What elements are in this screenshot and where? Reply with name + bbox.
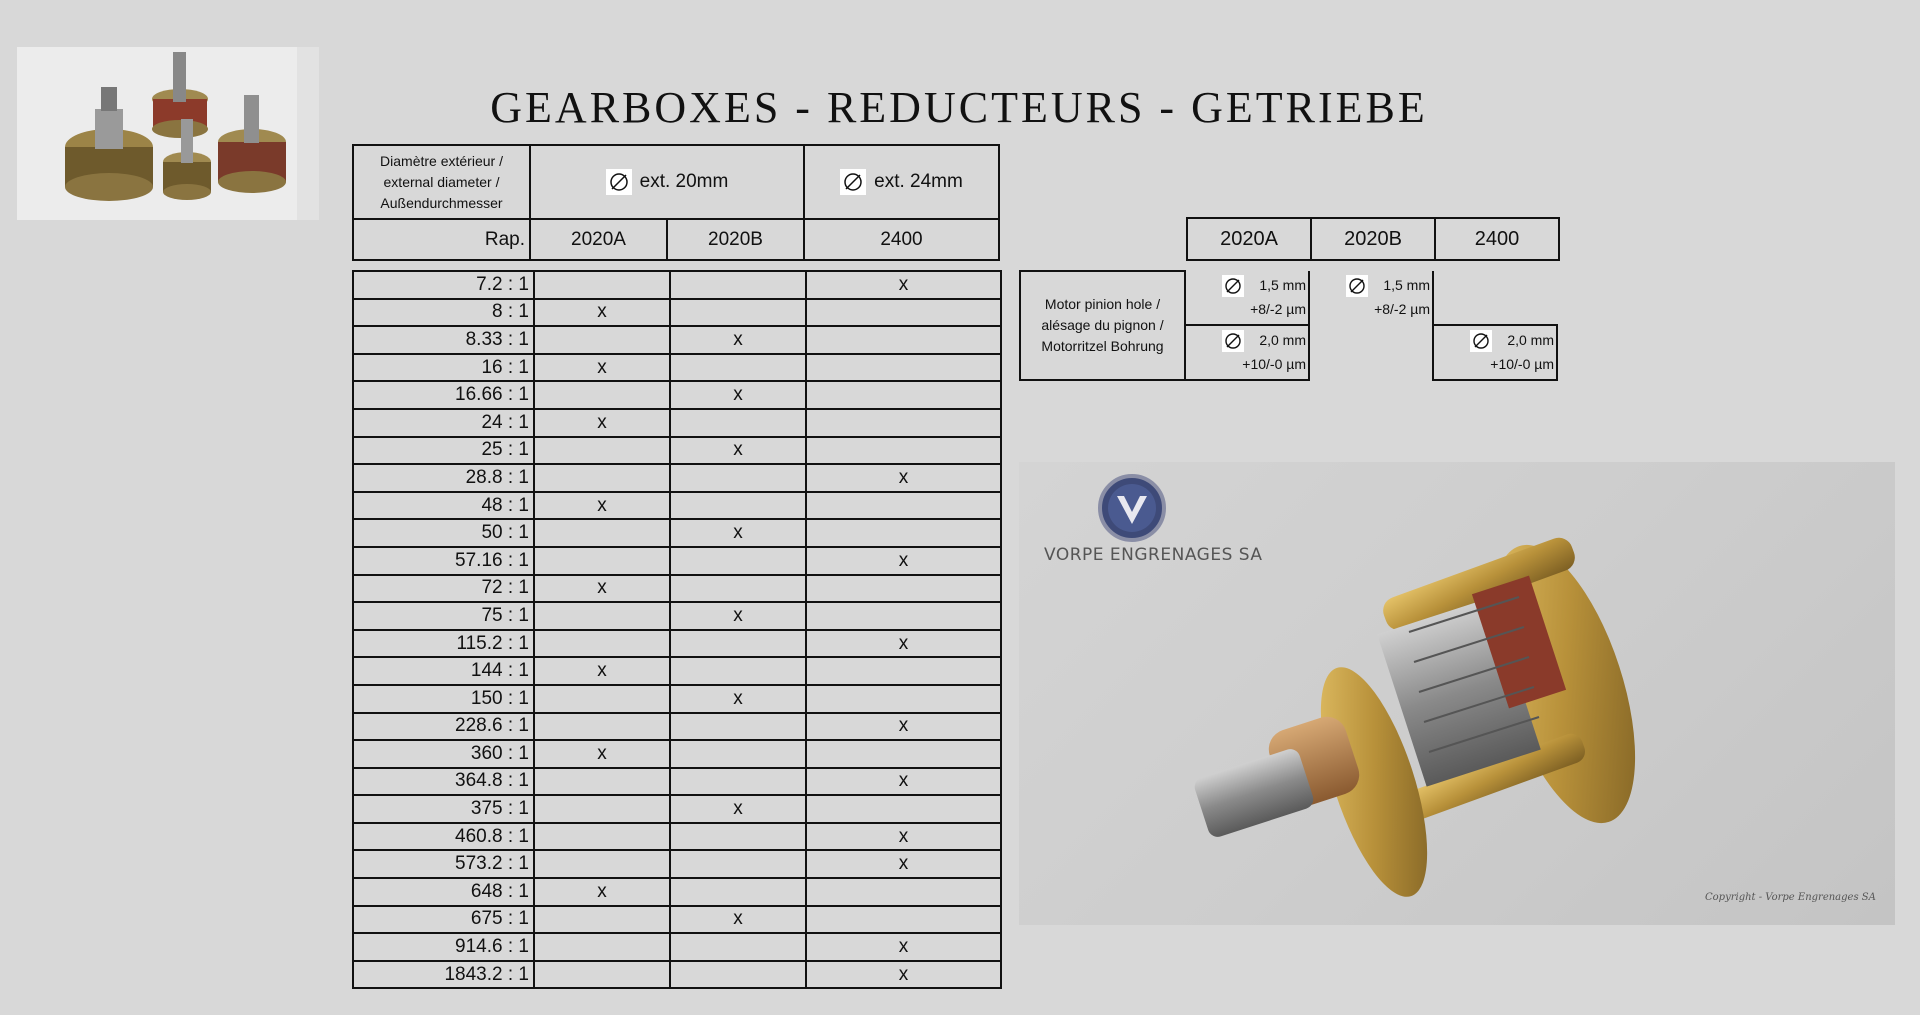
ratio-cell: 360 : 1 [353, 740, 534, 768]
ratio-cell: 375 : 1 [353, 795, 534, 823]
table-row [353, 850, 1001, 878]
table-row [353, 464, 1001, 492]
ratio-cell: 460.8 : 1 [353, 823, 534, 851]
diameter-icon [840, 169, 866, 195]
ratio-cell: 675 : 1 [353, 906, 534, 934]
cell-2020b [670, 630, 806, 658]
cell-2020b [670, 657, 806, 685]
ratio-cell: 50 : 1 [353, 519, 534, 547]
table-row [353, 575, 1001, 603]
cell-2020b: x [670, 795, 806, 823]
cell-2020a: x [534, 575, 670, 603]
cell-2400 [806, 299, 1001, 327]
cell-2400: x [806, 933, 1001, 961]
model-header: 2020B [1311, 218, 1435, 260]
ratio-cell: 573.2 : 1 [353, 850, 534, 878]
ratio-cell: 75 : 1 [353, 602, 534, 630]
cell-2020b [670, 961, 806, 989]
ratio-cell: 25 : 1 [353, 437, 534, 465]
company-logo [1100, 476, 1164, 540]
table-row [353, 437, 1001, 465]
ratio-cell: 1843.2 : 1 [353, 961, 534, 989]
cell-2020a: x [534, 354, 670, 382]
cell-2020b [670, 740, 806, 768]
table-row [353, 823, 1001, 851]
cell-2020b [670, 464, 806, 492]
page-title: GEARBOXES - REDUCTEURS - GETRIEBE [490, 83, 1428, 132]
cell-2400 [806, 519, 1001, 547]
cell-2020a [534, 906, 670, 934]
cell-2020b [670, 299, 806, 327]
cell-2020a: x [534, 657, 670, 685]
diameter-icon [1470, 330, 1492, 352]
cell-2400 [806, 685, 1001, 713]
table-row [353, 519, 1001, 547]
diameter-icon [1346, 275, 1368, 297]
cell-2400 [806, 740, 1001, 768]
cell-2020b [670, 823, 806, 851]
ratio-cell: 648 : 1 [353, 878, 534, 906]
ratio-cell: 28.8 : 1 [353, 464, 534, 492]
cell-2020b [670, 575, 806, 603]
model-header: 2020A [530, 219, 667, 260]
cell-2400 [806, 795, 1001, 823]
cell-2020a [534, 630, 670, 658]
pinion-cell-2020a-top: 1,5 mm +8/-2 µm [1185, 271, 1309, 325]
cell-2020b [670, 409, 806, 437]
ratio-cell: 16 : 1 [353, 354, 534, 382]
cell-2020b [670, 850, 806, 878]
brand-name: VORPE ENGRENAGES SA [1044, 545, 1263, 565]
header-table [352, 144, 1000, 261]
ext20-header: ext. 20mm [530, 145, 804, 219]
gearbox-photo [1019, 462, 1895, 925]
ext24-header: ext. 24mm [804, 145, 999, 219]
table-row [353, 630, 1001, 658]
cell-2020a [534, 326, 670, 354]
cell-2400 [806, 326, 1001, 354]
table-row [353, 602, 1001, 630]
cell-2400 [806, 437, 1001, 465]
diameter-icon [1222, 330, 1244, 352]
diameter-icon [1222, 275, 1244, 297]
cell-2400: x [806, 823, 1001, 851]
cell-2020a [534, 602, 670, 630]
cell-2400 [806, 602, 1001, 630]
cell-2400: x [806, 547, 1001, 575]
diameter-icon [606, 169, 632, 195]
ratio-cell: 364.8 : 1 [353, 768, 534, 796]
cell-2400 [806, 492, 1001, 520]
ratio-cell: 144 : 1 [353, 657, 534, 685]
pinion-cell-2400-bottom: 2,0 mm +10/-0 µm [1433, 325, 1557, 380]
table-row [353, 795, 1001, 823]
ratio-cell: 8 : 1 [353, 299, 534, 327]
cell-2020b: x [670, 326, 806, 354]
cell-2020a [534, 823, 670, 851]
cell-2020b [670, 492, 806, 520]
table-row [353, 906, 1001, 934]
cell-2020b: x [670, 685, 806, 713]
cell-2400: x [806, 630, 1001, 658]
cell-2400: x [806, 271, 1001, 299]
table-row [353, 271, 1001, 299]
copyright-text: Copyright - Vorpe Engrenages SA [1705, 892, 1876, 903]
table-row [353, 409, 1001, 437]
pinion-cell-2020b-bottom [1309, 325, 1433, 380]
cell-2020a: x [534, 740, 670, 768]
cell-2020a: x [534, 409, 670, 437]
cell-2020b: x [670, 519, 806, 547]
pinion-cell-2020b-top: 1,5 mm +8/-2 µm [1309, 271, 1433, 325]
cell-2020b: x [670, 437, 806, 465]
cell-2020a [534, 713, 670, 741]
cell-2400: x [806, 961, 1001, 989]
ratio-cell: 8.33 : 1 [353, 326, 534, 354]
ratio-cell: 72 : 1 [353, 575, 534, 603]
cell-2020a [534, 519, 670, 547]
cell-2020a [534, 933, 670, 961]
model-header: 2400 [804, 219, 999, 260]
cell-2020a [534, 464, 670, 492]
pinion-cell-2400-top [1433, 271, 1557, 325]
ratio-cell: 48 : 1 [353, 492, 534, 520]
cell-2020a [534, 850, 670, 878]
pinion-table [1019, 270, 1558, 381]
cell-2400: x [806, 713, 1001, 741]
cell-2400 [806, 906, 1001, 934]
cell-2020a [534, 381, 670, 409]
table-row [353, 326, 1001, 354]
model-header: 2020B [667, 219, 804, 260]
cell-2400: x [806, 464, 1001, 492]
cell-2020b [670, 933, 806, 961]
pinion-label: Motor pinion hole / alésage du pignon / Motorritzel Bohrung [1020, 271, 1185, 380]
table-row [353, 381, 1001, 409]
table-row [353, 354, 1001, 382]
pinion-cell-2020a-bottom: 2,0 mm +10/-0 µm [1185, 325, 1309, 380]
cell-2020a [534, 961, 670, 989]
table-row [353, 740, 1001, 768]
table-row [353, 657, 1001, 685]
cell-2020a [534, 437, 670, 465]
rap-header: Rap. [353, 219, 530, 260]
table-row [353, 547, 1001, 575]
cell-2400: x [806, 768, 1001, 796]
cell-2020a [534, 547, 670, 575]
table-row [353, 299, 1001, 327]
cell-2020a [534, 795, 670, 823]
diameter-label: Diamètre extérieur / external diameter / Außendurchmesser [353, 145, 530, 219]
ratio-cell: 24 : 1 [353, 409, 534, 437]
cell-2400 [806, 409, 1001, 437]
cell-2400 [806, 575, 1001, 603]
cell-2020b: x [670, 602, 806, 630]
ratio-cell: 115.2 : 1 [353, 630, 534, 658]
ratio-cell: 16.66 : 1 [353, 381, 534, 409]
model-header: 2400 [1435, 218, 1559, 260]
cell-2020b [670, 547, 806, 575]
cell-2020b [670, 713, 806, 741]
ratio-table [352, 270, 1002, 989]
table-row [353, 961, 1001, 989]
cell-2020b [670, 878, 806, 906]
cell-2400 [806, 657, 1001, 685]
table-row [353, 768, 1001, 796]
cell-2020a [534, 685, 670, 713]
ratio-cell: 228.6 : 1 [353, 713, 534, 741]
product-photo [17, 47, 319, 220]
ratio-cell: 7.2 : 1 [353, 271, 534, 299]
ratio-cell: 914.6 : 1 [353, 933, 534, 961]
table-row [353, 713, 1001, 741]
cell-2400: x [806, 850, 1001, 878]
cell-2020a: x [534, 492, 670, 520]
ratio-cell: 57.16 : 1 [353, 547, 534, 575]
cell-2020b [670, 354, 806, 382]
table-row [353, 933, 1001, 961]
cell-2020b: x [670, 381, 806, 409]
cell-2020a [534, 768, 670, 796]
cell-2020b: x [670, 906, 806, 934]
cell-2400 [806, 381, 1001, 409]
cell-2020b [670, 271, 806, 299]
pinion-header-table [1186, 217, 1560, 261]
table-row [353, 492, 1001, 520]
table-row [353, 685, 1001, 713]
ratio-cell: 150 : 1 [353, 685, 534, 713]
cell-2020a: x [534, 878, 670, 906]
cell-2020b [670, 768, 806, 796]
cell-2020a [534, 271, 670, 299]
cell-2020a: x [534, 299, 670, 327]
table-row [353, 878, 1001, 906]
model-header: 2020A [1187, 218, 1311, 260]
cell-2400 [806, 354, 1001, 382]
cell-2400 [806, 878, 1001, 906]
